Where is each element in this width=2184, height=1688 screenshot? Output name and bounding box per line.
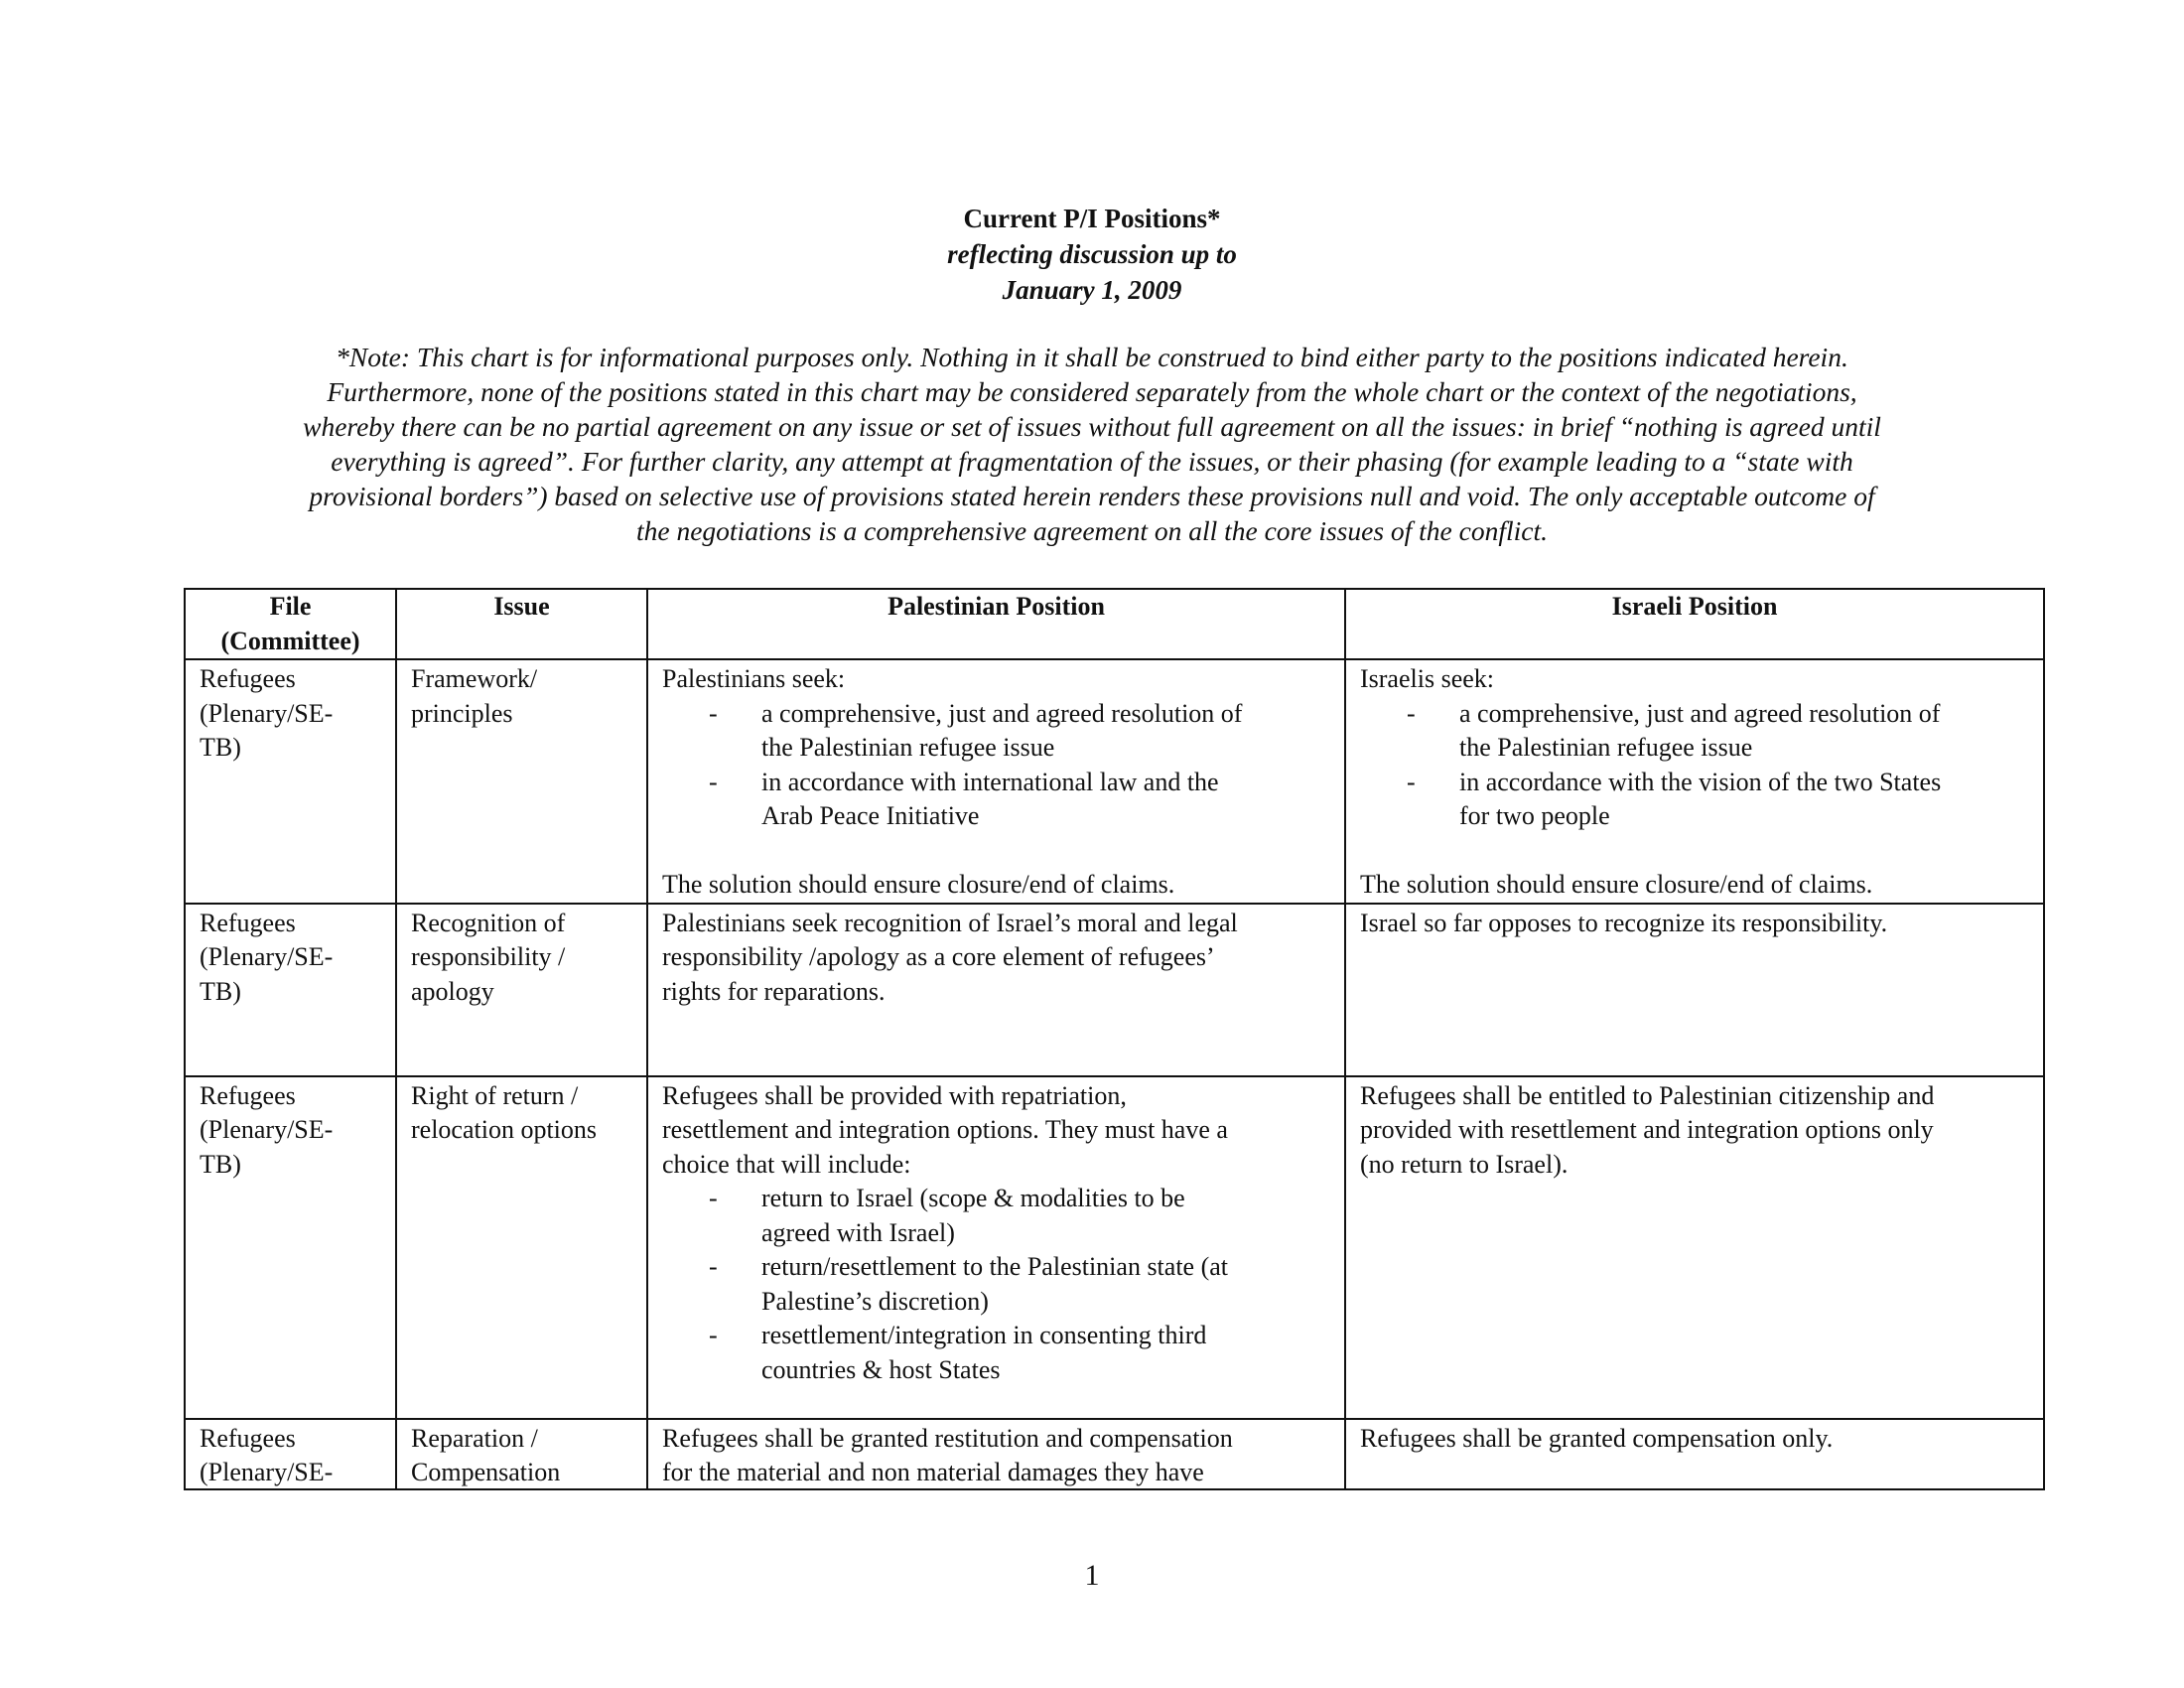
bullet-list [662, 1182, 1330, 1387]
list-item: - return/resettlement to the Palestinian state (at Palestine’s discretion) [709, 1252, 1229, 1316]
document-subtitle: reflecting discussion up to [947, 239, 1237, 269]
israeli-position-cell: Israelis seek: - a comprehensive, just and agreed resolution of the Palestinian refugee issue - in accordance with the vision of the two States for two people The solution should ensure closure/end of claims. [1345, 659, 2044, 904]
issue-cell: Right of return / relocation options [396, 1076, 647, 1419]
file-cell: Refugees (Plenary/SE- [185, 1419, 396, 1489]
header-israeli-position: Israeli Position [1345, 589, 2044, 659]
bullet-list [662, 697, 1330, 834]
file-cell: Refugees (Plenary/SE- TB) [185, 659, 396, 904]
issue-cell: Framework/ principles [396, 659, 647, 904]
document-title: Current P/I Positions* [963, 204, 1221, 233]
israeli-position-cell: Refugees shall be entitled to Palestinian citizenship and provided with resettlement and integration options only (no return to Israel). [1345, 1076, 2044, 1419]
file-cell: Refugees (Plenary/SE- TB) [185, 1076, 396, 1419]
list-item: - resettlement/integration in consenting third countries & host States [709, 1321, 1207, 1384]
palestinian-position-cell: Refugees shall be granted restitution and compensation for the material and non material damages they have [647, 1419, 1345, 1489]
issue-cell: Recognition of responsibility / apology [396, 904, 647, 1076]
positions-table [184, 588, 2045, 1490]
header-issue: Issue [396, 589, 647, 659]
table-row [185, 1076, 2044, 1419]
note-line: provisional borders”) based on selective use of provisions stated herein renders these provisions null and void. The only acceptable outcome of [309, 481, 1875, 511]
palestinian-position-cell: Refugees shall be provided with repatriation, resettlement and integration options. They must have a choice that will include: - return to Israel (scope & modalities to be agreed with Israel) - return/resettlement to the Palestinian state (at Palestine’s discretion) - resettlement/integration in consenting third countries & host States [647, 1076, 1345, 1419]
disclaimer-note [199, 340, 1985, 548]
note-line: Furthermore, none of the positions stated in this chart may be considered separately from the whole chart or the context of the negotiations, [327, 376, 1857, 407]
palestinian-position-cell: Palestinians seek: - a comprehensive, just and agreed resolution of the Palestinian refugee issue - in accordance with international law and the Arab Peace Initiative The solution should ensure closure/end of claims. [647, 659, 1345, 904]
note-line: *Note: This chart is for informational purposes only. Nothing in it shall be construed to bind either party to the positions indicated herein. [336, 342, 1848, 372]
palestinian-position-cell: Palestinians seek recognition of Israel’s moral and legal responsibility /apology as a core element of refugees’ rights for reparations. [647, 904, 1345, 1076]
list-item: - in accordance with the vision of the two States for two people [1407, 767, 1942, 830]
page-number: 1 [1084, 1559, 1100, 1592]
table-row [185, 1419, 2044, 1489]
header-palestinian-position: Palestinian Position [647, 589, 1345, 659]
issue-cell: Reparation / Compensation [396, 1419, 647, 1489]
table-row [185, 659, 2044, 904]
list-item: - return to Israel (scope & modalities to be agreed with Israel) [709, 1184, 1185, 1247]
israeli-position-cell: Refugees shall be granted compensation only. [1345, 1419, 2044, 1489]
bullet-list [1360, 697, 2029, 834]
list-item: - a comprehensive, just and agreed resolution of the Palestinian refugee issue [709, 698, 1243, 762]
document-date: January 1, 2009 [1002, 275, 1182, 305]
file-cell: Refugees (Plenary/SE- TB) [185, 904, 396, 1076]
list-item: - in accordance with international law and the Arab Peace Initiative [709, 767, 1219, 830]
note-line: whereby there can be no partial agreement on any issue or set of issues without full agreement on all the issues: in brief “nothing is agreed until [303, 411, 1881, 442]
document-header [0, 201, 2184, 308]
list-item: - a comprehensive, just and agreed resolution of the Palestinian refugee issue [1407, 698, 1941, 762]
note-line: everything is agreed”. For further clarity, any attempt at fragmentation of the issues, or their phasing (for example leading to a “state with [331, 446, 1853, 477]
note-line: the negotiations is a comprehensive agreement on all the core issues of the conflict. [635, 515, 1548, 546]
table-header-row [185, 589, 2044, 659]
header-file: File (Committee) [185, 589, 396, 659]
israeli-position-cell: Israel so far opposes to recognize its responsibility. [1345, 904, 2044, 1076]
table-row [185, 904, 2044, 1076]
